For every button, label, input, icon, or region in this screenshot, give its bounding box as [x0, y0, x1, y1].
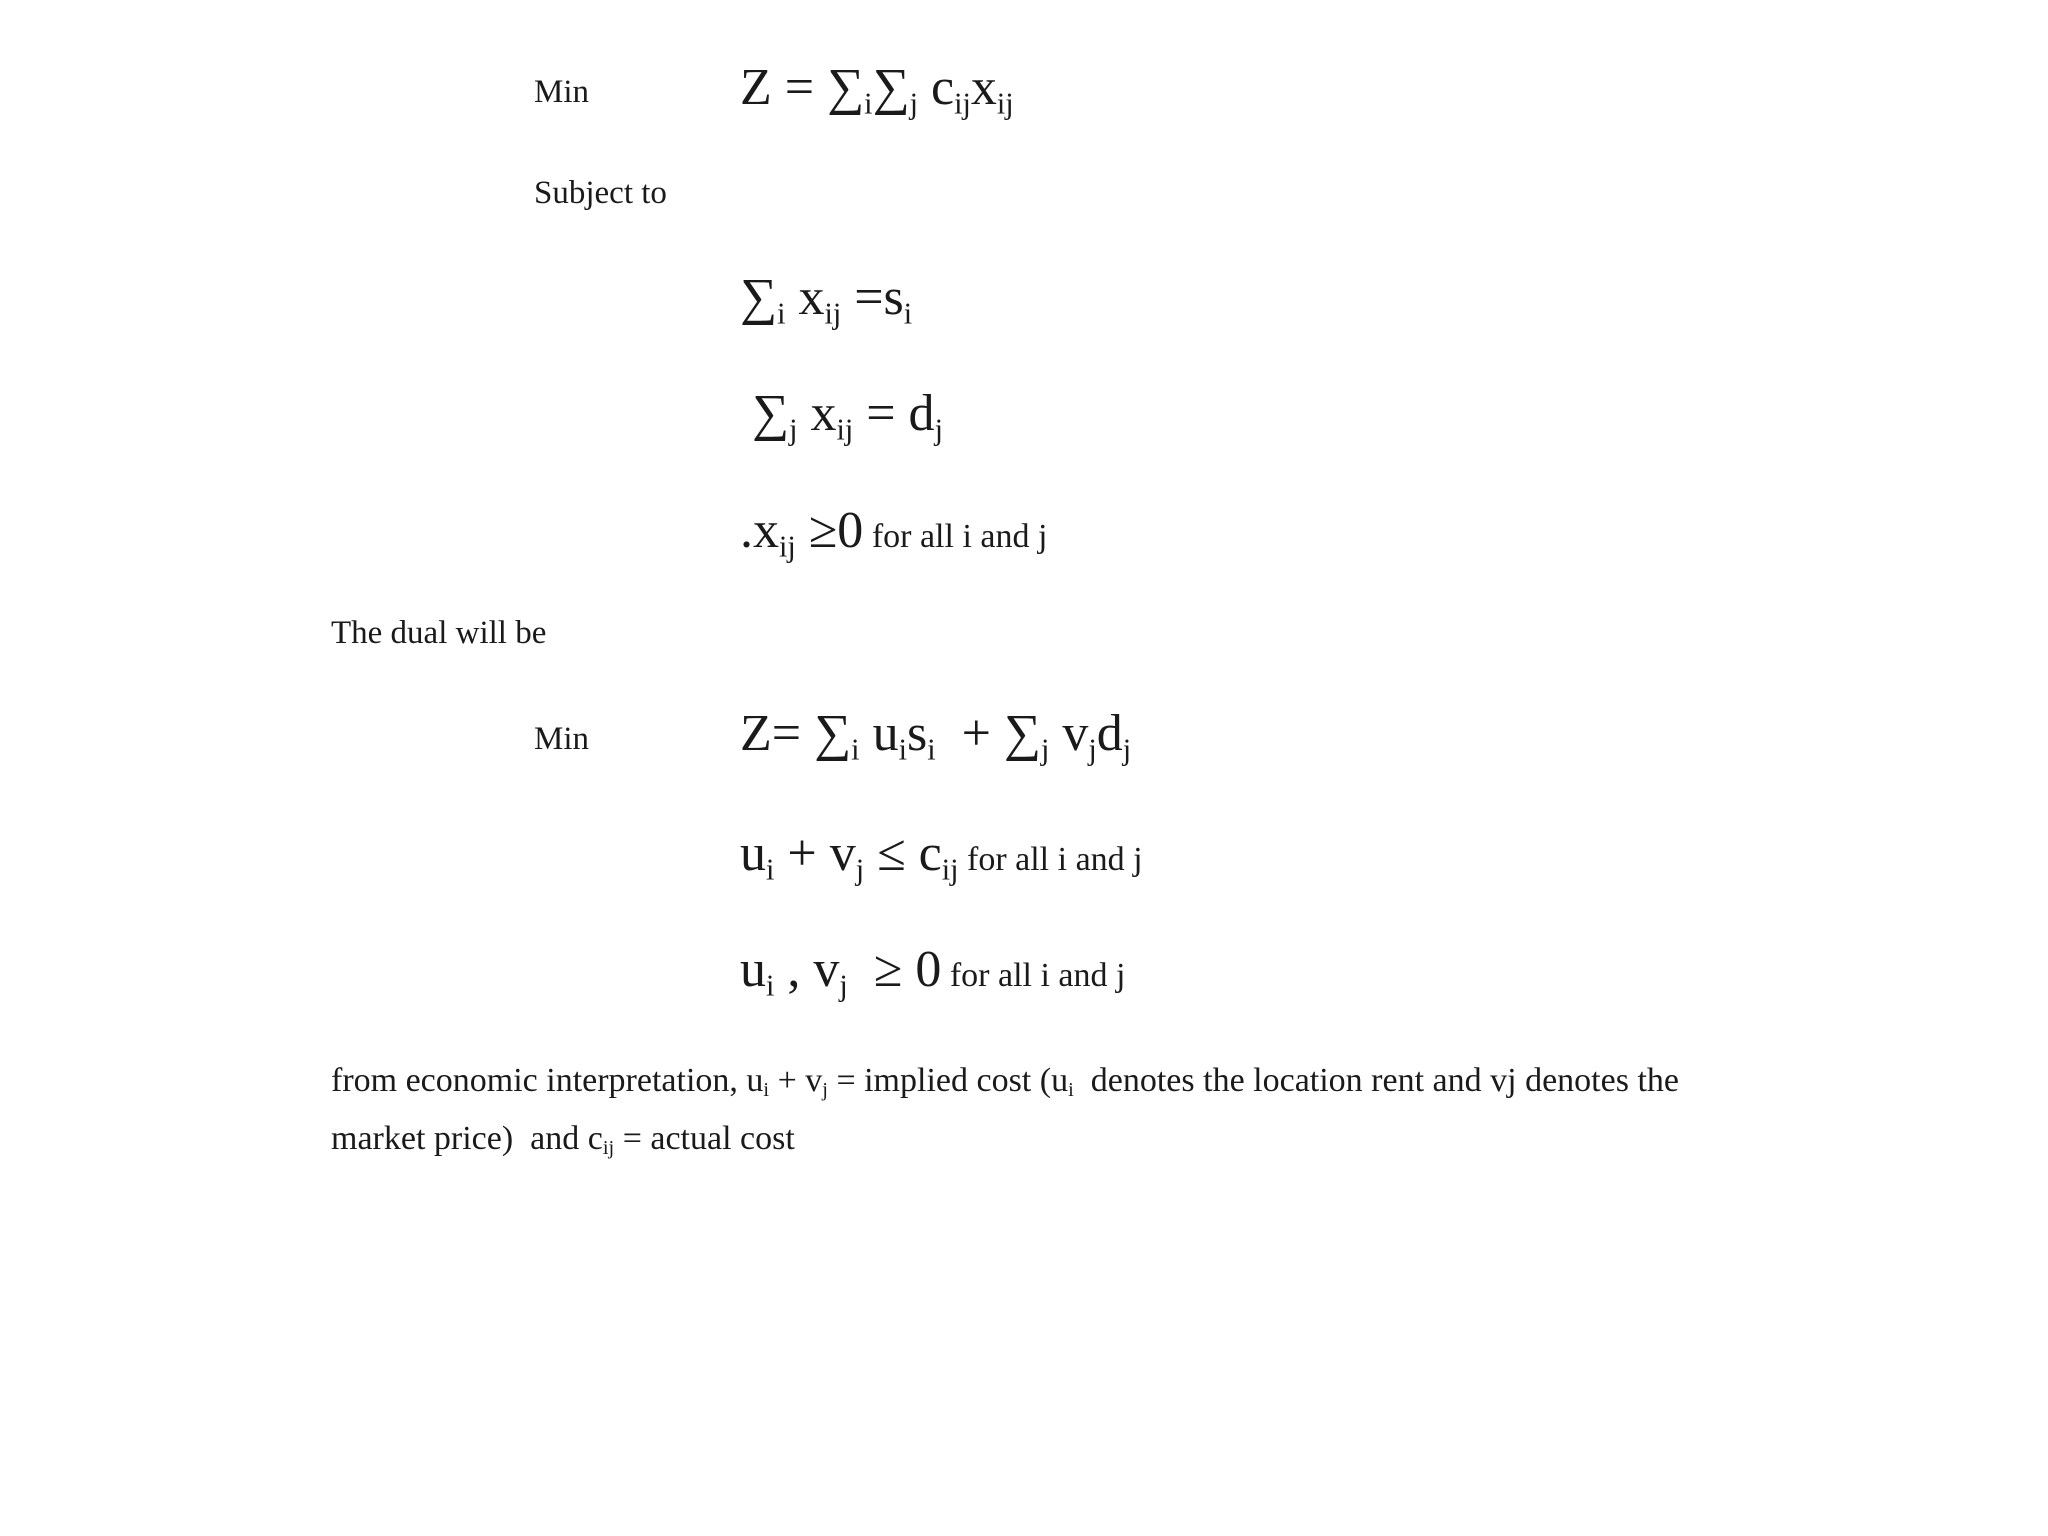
- dual-min-label: Min: [534, 721, 590, 757]
- primal-nonnegativity: $.x_{ij} \ge 0$ for all i and j: [740, 502, 1048, 564]
- dual-nonnegativity: $u_i$ , $v_j \ge 0$ for all i and j: [740, 941, 1126, 1003]
- economic-interpretation-paragraph: from economic interpretation, $u_i + v_j$ = implied cost ($u_i$ denotes the location rent and vj denotes the market price) and $c_{ij}$ = actual cost: [331, 1062, 1688, 1160]
- supply-constraint: $\sum_i$ $x_{ij} =s_i$: [740, 269, 913, 331]
- dual-constraint: $u_i + v_j \le c_{ij}$ for all i and j: [740, 825, 1143, 887]
- demand-constraint: $\sum_j$ $x_{ij} = d_j$: [752, 385, 943, 447]
- primal-objective: $Z = \sum_i\sum_j$ $c_{ij}x_{ij}$: [740, 59, 1014, 121]
- subject-to-label: Subject to: [534, 175, 667, 211]
- dual-heading: The dual will be: [331, 615, 547, 651]
- primal-min-label: Min: [534, 74, 590, 110]
- dual-objective: $Z= \sum_i$ $u_is_i + \sum_j$ $v_jd_j$: [740, 705, 1132, 767]
